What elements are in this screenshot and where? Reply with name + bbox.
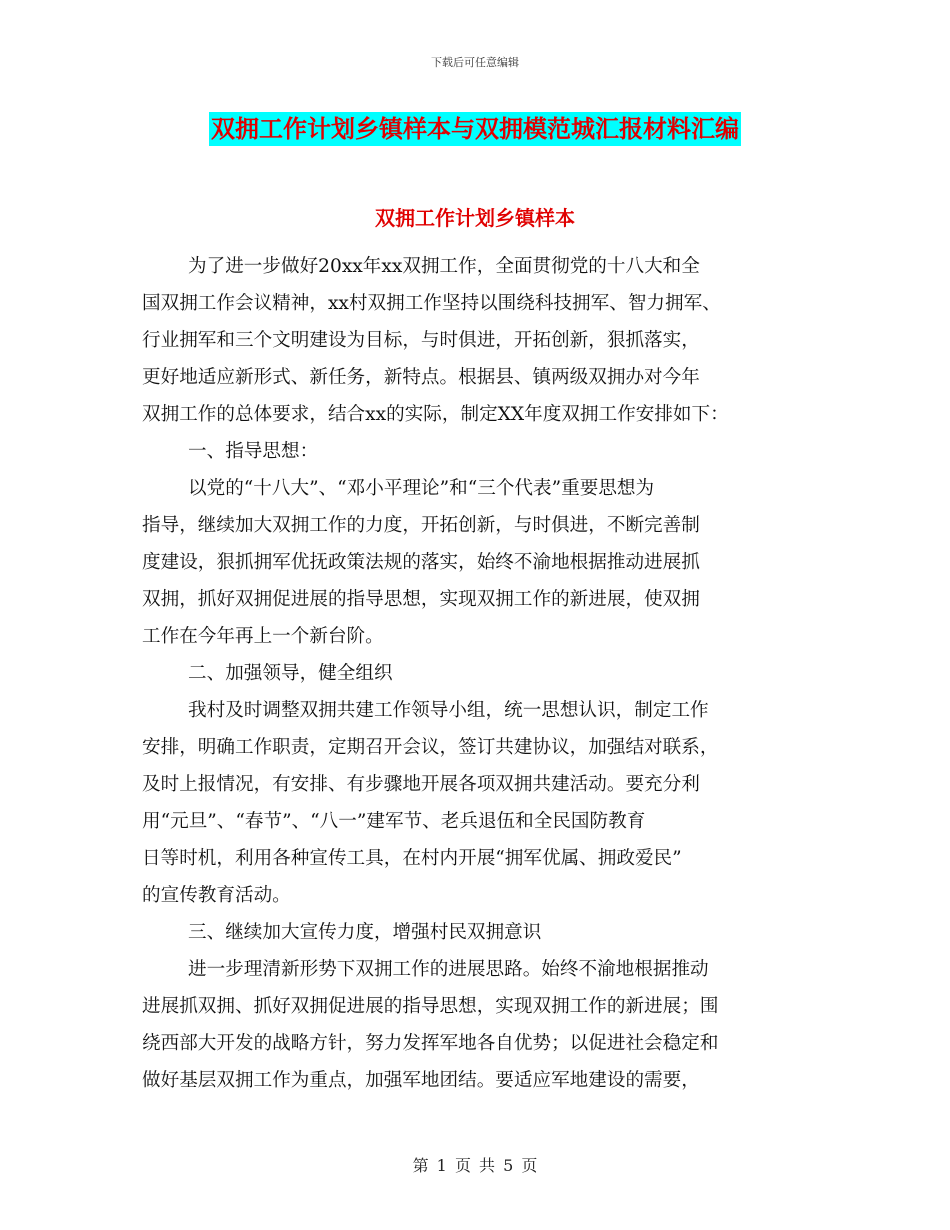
document-title: 双拥工作计划乡镇样本与双拥模范城汇报材料汇编 — [209, 112, 741, 146]
body-line: 做好基层双拥工作为重点，加强军地团结。要适应军地建设的需要， — [142, 1070, 700, 1091]
body-line: 为了进一步做好20xx年xx双拥工作，全面贯彻党的十八大和全 — [188, 256, 700, 277]
body-line: 用“元旦”、“春节”、“八一”建军节、老兵退伍和全民国防教育 — [142, 811, 646, 832]
body-line: 绕西部大开发的战略方针，努力发挥军地各自优势；以促进社会稳定和 — [142, 1033, 719, 1054]
body-line: 指导，继续加大双拥工作的力度，开拓创新，与时俱进，不断完善制 — [142, 515, 700, 536]
section-heading: 一、指导思想： — [188, 441, 319, 462]
section-title: 双拥工作计划乡镇样本 — [375, 206, 575, 230]
body-line: 更好地适应新形式、新任务，新特点。根据县、镇两级双拥办对今年 — [142, 367, 700, 388]
body-line: 及时上报情况，有安排、有步骤地开展各项双拥共建活动。要充分利 — [142, 774, 700, 795]
title-container — [0, 112, 950, 146]
document-body — [142, 248, 832, 1099]
body-line: 行业拥军和三个文明建设为目标，与时俱进，开拓创新，狠抓落实， — [142, 330, 700, 351]
body-line: 安排，明确工作职责，定期召开会议，签订共建协议，加强结对联系， — [142, 737, 719, 758]
body-line: 双拥工作的总体要求，结合xx的实际，制定XX年度双拥工作安排如下： — [142, 404, 729, 425]
body-line: 我村及时调整双拥共建工作领导小组，统一思想认识，制定工作 — [188, 700, 709, 721]
body-line: 进一步理清新形势下双拥工作的进展思路。始终不渝地根据推动 — [188, 959, 709, 980]
body-line: 度建设，狠抓拥军优抚政策法规的落实，始终不渝地根据推动进展抓 — [142, 552, 700, 573]
body-line: 工作在今年再上一个新台阶。 — [142, 626, 384, 647]
body-line: 双拥，抓好双拥促进展的指导思想，实现双拥工作的新进展，使双拥 — [142, 589, 700, 610]
body-line: 国双拥工作会议精神，xx村双拥工作坚持以围绕科技拥军、智力拥军、 — [142, 293, 721, 314]
page-header-note: 下载后可任意编辑 — [431, 56, 519, 69]
section-heading: 三、继续加大宣传力度，增强村民双拥意识 — [188, 922, 542, 943]
body-line: 日等时机，利用各种宣传工具，在村内开展“拥军优属、拥政爱民” — [142, 848, 682, 869]
section-heading: 二、加强领导，健全组织 — [188, 663, 393, 684]
page-number: 第 1 页 共 5 页 — [412, 1156, 538, 1175]
body-line: 以党的“十八大”、“邓小平理论”和“三个代表”重要思想为 — [188, 478, 655, 499]
body-line: 的宣传教育活动。 — [142, 885, 291, 906]
body-line: 进展抓双拥、抓好双拥促进展的指导思想，实现双拥工作的新进展；围 — [142, 996, 719, 1017]
